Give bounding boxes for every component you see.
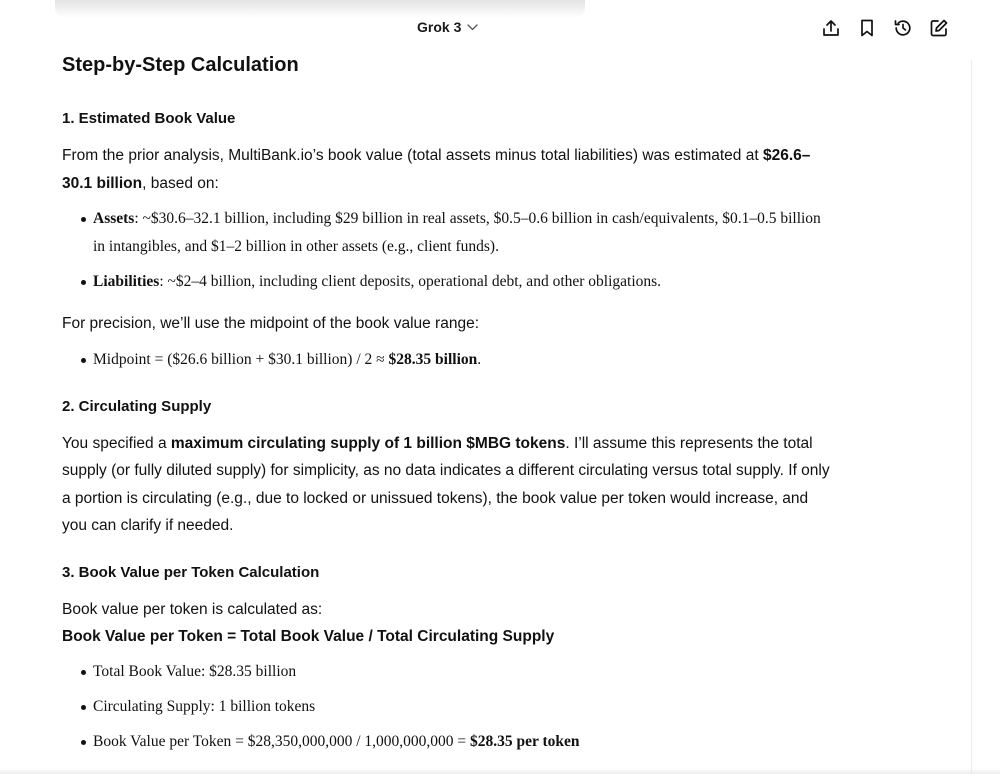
list-item-total-book-value: Total Book Value: $28.35 billion — [62, 658, 832, 686]
response-content — [62, 52, 832, 778]
bold-run: $28.35 per token — [470, 733, 580, 750]
model-name: Grok 3 — [417, 19, 462, 35]
bullet-list — [62, 205, 832, 296]
history-icon — [893, 18, 913, 38]
section-heading: 2. Circulating Supply — [62, 397, 212, 415]
scrollbar-track[interactable] — [971, 60, 972, 774]
text-run: Book Value per Token = $28,350,000,000 / 1,000,000,000 = — [93, 733, 471, 750]
paragraph — [62, 430, 832, 540]
bold-run: Liabilities — [93, 273, 160, 290]
edit-icon — [929, 18, 949, 38]
bold-run: Assets — [93, 210, 135, 227]
bullet-list — [62, 658, 832, 756]
section-book-value-per-token — [62, 562, 832, 757]
list-item-book-value-per-token — [62, 728, 832, 756]
section-heading: 3. Book Value per Token Calculation — [62, 563, 320, 581]
text-run: , based on: — [142, 174, 219, 192]
section-circulating-supply — [62, 396, 832, 540]
bold-run: $26.6–30.1 billion — [62, 147, 811, 192]
list-item-circulating-supply: Circulating Supply: 1 billion tokens — [62, 693, 832, 721]
scrolled-content-fade — [55, 0, 585, 18]
response-title: Step-by-Step Calculation — [62, 54, 299, 76]
share-icon — [821, 18, 841, 38]
list-item-assets — [62, 205, 832, 261]
share-button[interactable] — [820, 17, 842, 39]
paragraph: For precision, we’ll use the midpoint of the book value range: — [62, 315, 480, 332]
list-item-liabilities — [62, 268, 832, 296]
conversation-toolbar — [820, 17, 950, 39]
list-item-midpoint — [62, 346, 832, 374]
section-heading: 1. Estimated Book Value — [62, 110, 236, 127]
section-estimated-book-value — [62, 108, 832, 374]
bottom-fade — [0, 768, 1000, 774]
paragraph — [62, 142, 832, 197]
bold-run: $28.35 billion — [388, 350, 478, 368]
bookmark-button[interactable] — [856, 17, 878, 39]
model-selector[interactable] — [417, 19, 478, 35]
formula: Book Value per Token = Total Book Value / Total Circulating Supply — [62, 628, 555, 645]
bookmark-icon — [857, 18, 877, 38]
text-run: Midpoint = ($26.6 billion + $30.1 billion) / 2 ≈ — [93, 350, 389, 368]
text-run: . I’ll assume this represents the total supply (or fully diluted supply) for simplicity, as no data indicates a different circulating versus total supply. If only a portion is circulating (e.g., due to locked or unissued tokens), the book value per token would increase, and you can clarify if needed. — [62, 434, 830, 534]
edit-button[interactable] — [928, 17, 950, 39]
text-run: You specified a — [62, 434, 171, 452]
text-run: : ~$30.6–32.1 billion, including $29 billion in real assets, $0.5–0.6 billion in cash/equivalents, $0.1–0.5 billion in intangibles, and $1–2 billion in other assets (e.g., client funds). — [93, 210, 821, 255]
paragraph: Book value per token is calculated as: — [62, 600, 323, 618]
text-run: : ~$2–4 billion, including client deposits, operational debt, and other obligations. — [159, 273, 662, 290]
chevron-down-icon — [467, 24, 478, 31]
bullet-list — [62, 346, 832, 374]
text-run: . — [477, 350, 482, 368]
text-run: From the prior analysis, MultiBank.io’s book value (total assets minus total liabilities) was estimated at — [62, 147, 763, 164]
history-button[interactable] — [892, 17, 914, 39]
bold-run: maximum circulating supply of 1 billion $MBG tokens — [170, 434, 566, 452]
